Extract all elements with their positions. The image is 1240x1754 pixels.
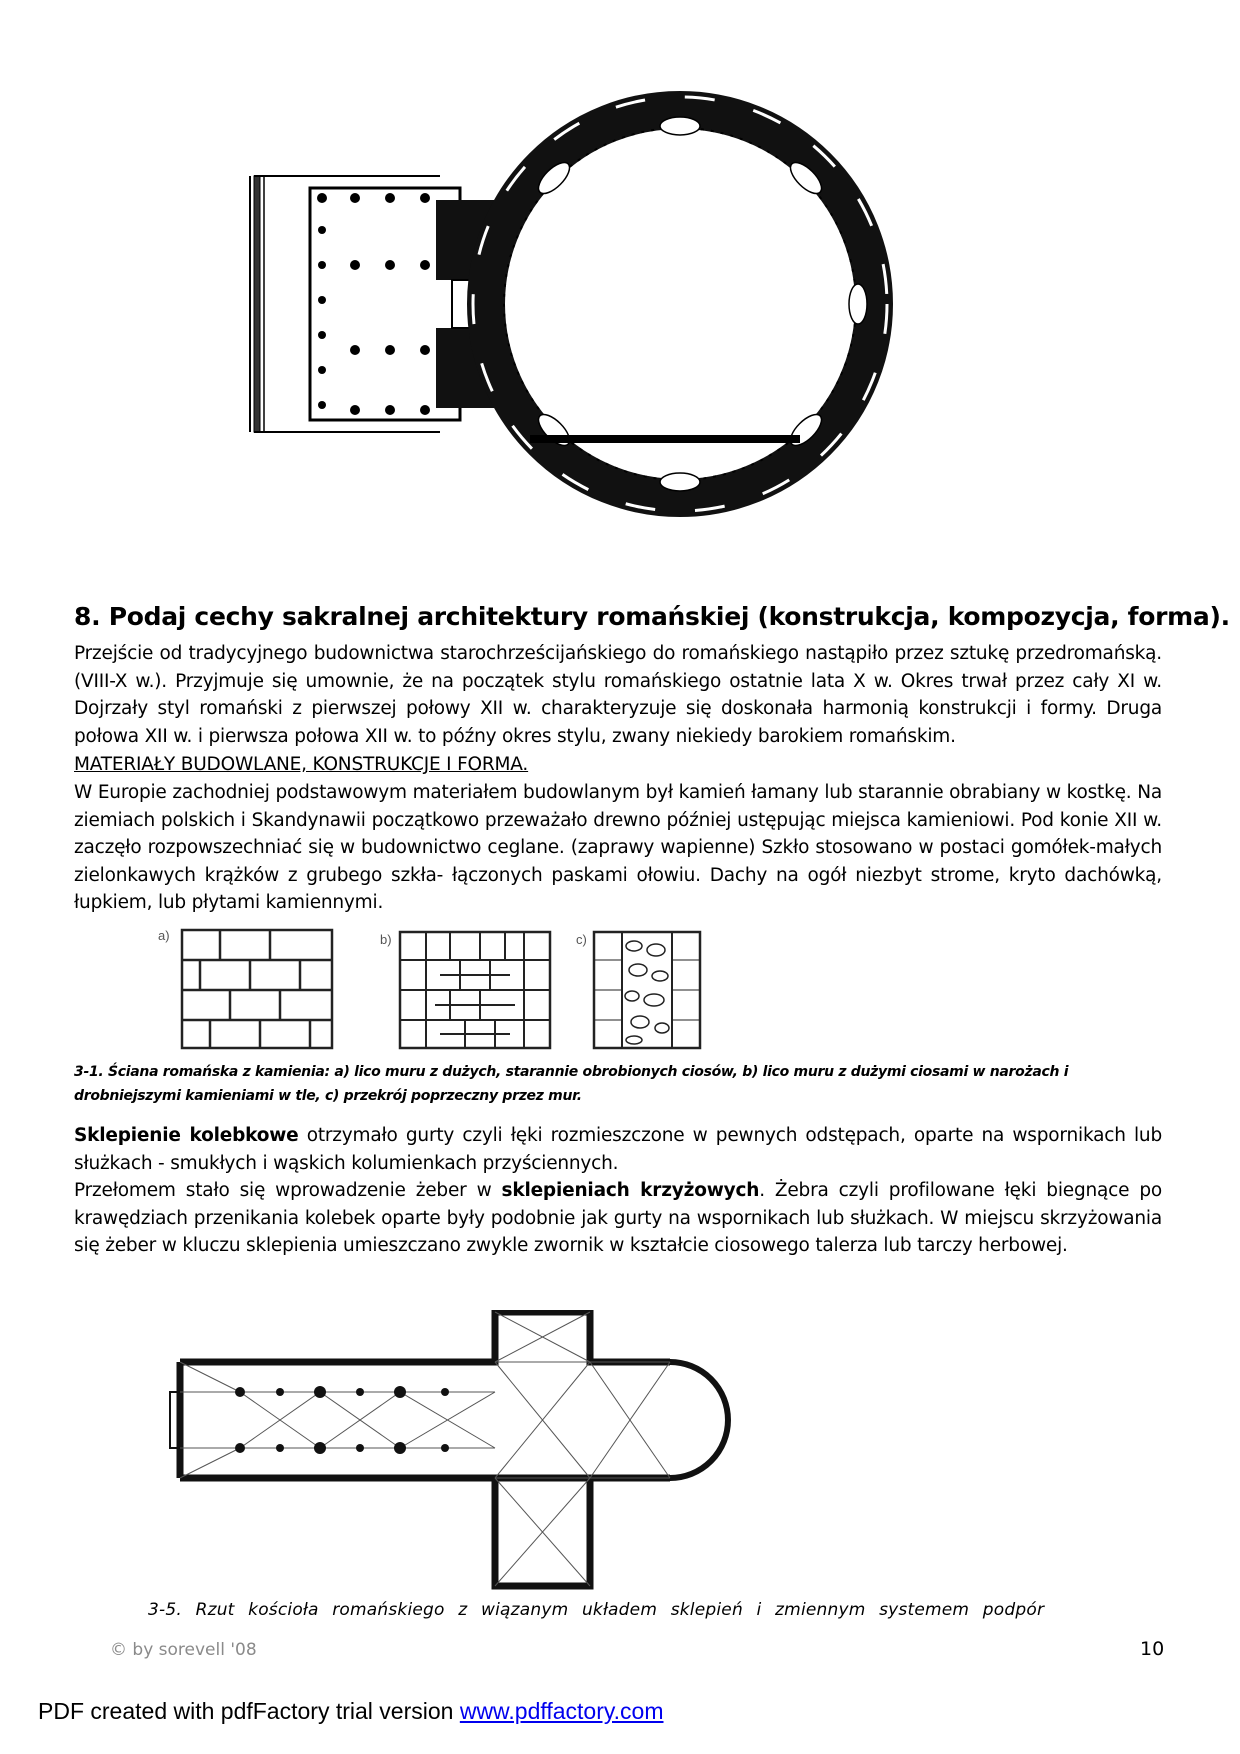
vault-text: otrzymało gurty czyli łęki rozmieszczone w pewnych odstępach, oparte na wspornikach lub służkach - smukłych i wąskich kolumienkach przyściennych. [74,1125,1162,1174]
ribs-text-a: Przełomem stało się wprowadzenie żeber w [74,1180,502,1201]
plan-figure-caption: 3-5. Rzut kościoła romańskiego z wiązanym układem sklepień i zmiennym systemem podpór [148,1600,1045,1620]
wall-label-c: c) [576,932,587,947]
piers [235,1386,449,1454]
pdf-factory-link[interactable]: www.pdffactory.com [459,1698,664,1724]
wall-figure-caption: 3-1. Ściana romańska z kamienia: a) lico muru z dużych, starannie obrobionych ciosów, b) lico muru z dużymi ciosami w narożach i drobniejszymi kamieniami w tle, c) przekrój poprzeczny przez mur. [74,1064,1069,1104]
wall-b-mixed [400,932,550,1048]
church-walls [180,1312,670,1586]
rotunda-plan-figure [240,80,960,550]
vault-paragraph [74,1122,1162,1177]
church-plan-figure [160,1310,760,1590]
vault-term: Sklepienie kolebkowe [74,1125,299,1146]
materials-paragraph: W Europie zachodniej podstawowym materiałem budowlanym był kamień łamany lub starannie obrabiany w kostkę. Na ziemiach polskich i Skandynawii początkowo przeważało drewno później ustępując miejsca kamieniowi. Pod konie XII w. zaczęło rozpowszechniać się w budownictwo ceglane. (zaprawy wapienne) Szkło stosowano w postaci gomółek-małych zielonkawych krążków z grubego szkła- łączonych paskami ołowiu. Dachy na ogół niezbyt strome, kryto dachówką, łupkiem, lub płytami kamiennymi. [74,782,1162,914]
ribs-paragraph [74,1177,1162,1260]
wall-c-section [594,932,700,1048]
section-heading: 8. Podaj cechy sakralnej architektury romańskiej (konstrukcja, kompozycja, forma). [74,602,1230,631]
page-number: 10 [1140,1638,1165,1660]
apse [670,1362,728,1478]
portico-columns [317,193,430,415]
wall-label-b: b) [380,932,392,947]
pdf-note-text: PDF created with pdfFactory trial version [38,1698,460,1724]
pdf-factory-note [38,1698,664,1725]
ribs-text-b: . Żebra czyli profilowane łęki biegnące po krawędziach przenikania kolebek oparte były podobnie jak gurty na wspornikach lub służkach. W miejscu skrzyżowania się żeber w kluczu sklepienia umieszczano zwykle zwornik w kształcie ciosowego talerza lub tarczy herbowej. [74,1180,1162,1257]
ribs-term: sklepieniach krzyżowych [501,1180,760,1201]
portico [250,176,460,432]
materials-heading: MATERIAŁY BUDOWLANE, KONSTRUKCJE I FORMA. [74,754,529,775]
footer-credit: © by sorevell '08 [110,1640,257,1660]
vault-ribs [180,1312,670,1586]
wall-faces-figure [150,920,730,1060]
materials-heading-line [74,751,1162,779]
wall-label-a: a) [158,928,170,943]
intro-paragraph: Przejście od tradycyjnego budownictwa starochrześcijańskiego do romańskiego nastąpiło przez sztukę przedromańską. (VIII-X w.). Przyjmuje się umownie, że na początek stylu romańskiego ostatnie lata X w. Okres trwał przez cały XI w. Dojrzały styl romański z pierwszej połowy XII w. charakteryzuje się doskonała harmonią konstrukcji i formy. Druga połowa XII w. i pierwsza połowa XII w. to późny okres stylu, zwany niekiedy barokiem romańskim. [74,643,1162,747]
rotunda-ring [473,97,887,511]
wall-a-ashlar [182,930,332,1048]
